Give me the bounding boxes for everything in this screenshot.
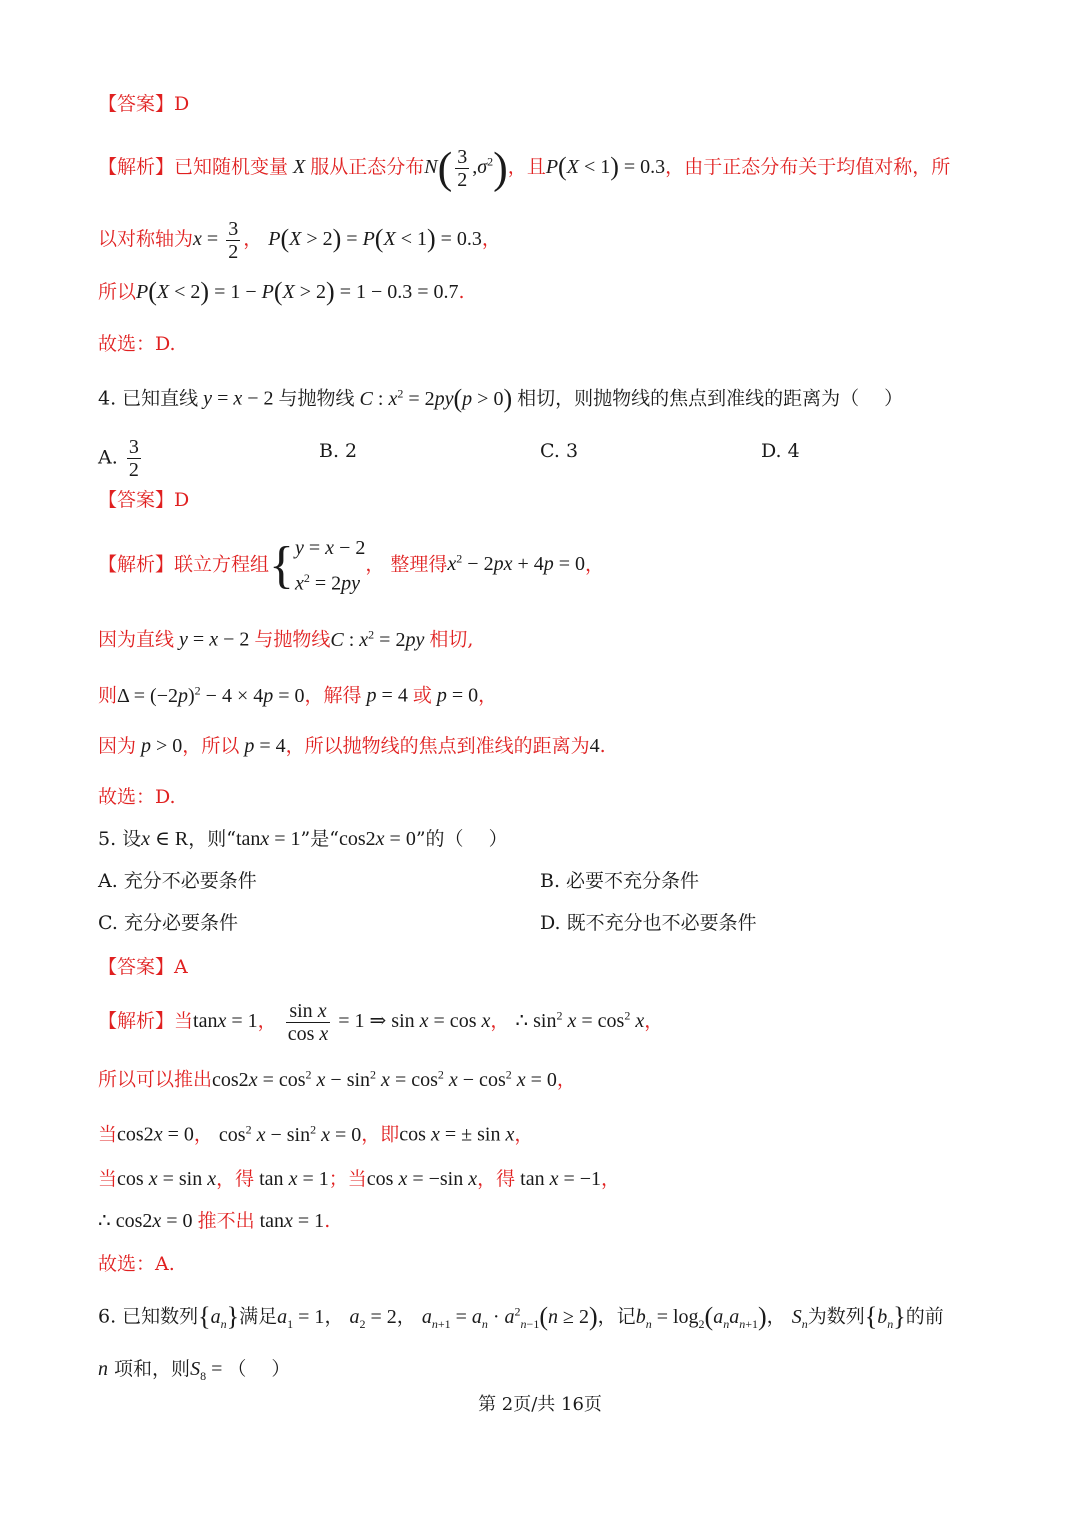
analysis-label: 【解析】	[98, 156, 175, 179]
option-4a: A. $\frac{3}{2}$	[98, 436, 139, 481]
analysis-q4-line3: 则$\Delta = (-2p)^2 - 4 \times 4p = 0$，解得 p = 4 或 p = 0，	[98, 683, 498, 707]
analysis-q5-line5: ∴ cos2x = 0 推不出 tanx = 1.	[98, 1210, 331, 1232]
analysis-label: 【解析】	[98, 1010, 175, 1033]
analysis-q4-line4: 因为 p > 0，所以 p = 4，所以抛物线的焦点到准线的距离为4.	[98, 735, 606, 757]
analysis-q4-line2: 因为直线 y = x − 2 与抛物线C : $x^2 = 2py$ 相切,	[98, 627, 474, 651]
choose-q5: 故选：A.	[98, 1253, 175, 1275]
choose-q3: 故选：D.	[98, 333, 176, 355]
question-6-line1: 6. 已知数列$\{a_n\}$满足$a_1 = 1$， $a_2 = 2$， $a_{n+1} = a_n \cdot a^2_{n-1}(n \ge 2)$，记$b_n = \log_2(a_na_{n+1})$， $S_n$为数列$\{b_n\}$的前	[98, 1301, 944, 1331]
page-footer: 第 2页/共 16页	[478, 1394, 602, 1415]
answer-label: 【答案】	[98, 93, 175, 115]
analysis-q5-line3: 当cos2x = 0， $\cos^2 x - \sin^2 x = 0$，即cos x = ± sin x，	[98, 1122, 534, 1146]
answer-q5	[98, 952, 188, 982]
analysis-q4-line1: 【解析】联立方程组{ y = x − 2 $x^2 = 2py$ ， 整理得$x^2 - 2px + 4p = 0$，	[98, 536, 605, 595]
question-6-line2: n 项和，则$S_8$ = （ ）	[98, 1358, 291, 1383]
answer-q3	[98, 89, 189, 119]
option-4d: D. 4	[761, 440, 800, 462]
option-5b: B. 必要不充分条件	[540, 870, 700, 892]
analysis-q5-line1: 【解析】当tanx = 1， $\frac{\text{sin x}}{\text{cos x}}$ = 1 ⇒ sin x = cos x， ∴ $\sin^2 x = \cos^2 x$，	[98, 1000, 664, 1045]
analysis-label: 【解析】	[98, 553, 175, 576]
analysis-q3-line2: 以对称轴为x = $\frac{3}{2}$ ， P(X > 2) = P(X < 1) = 0.3，	[98, 218, 501, 263]
option-5a: A. 充分不必要条件	[98, 870, 257, 892]
question-5: 5. 设x ∈ R，则“tanx = 1”是“cos2x = 0”的（ ）	[98, 828, 508, 850]
option-4b: B. 2	[319, 440, 358, 462]
answer-label: 【答案】	[98, 956, 175, 978]
analysis-q3-line1: 【解析】已知随机变量 X 服从正态分布N( $\frac{3}{2}$ $,\sigma^2$)，且P(X < 1) = 0.3，由于正态分布关于均值对称，所	[98, 143, 951, 193]
answer-value: D	[174, 93, 190, 115]
option-4c: C. 3	[540, 440, 579, 462]
answer-q4	[98, 485, 189, 515]
answer-value: A	[174, 956, 188, 978]
analysis-q3-line3: 所以P(X < 2) = 1 − P(X > 2) = 1 − 0.3 = 0.7.	[98, 277, 465, 306]
choose-q4: 故选：D.	[98, 786, 176, 808]
analysis-q5-line2: 所以可以推出$\cos 2x = \cos^2 x - \sin^2 x = \cos^2 x - \cos^2 x = 0$，	[98, 1067, 576, 1091]
question-4: 4. 已知直线 y = x − 2 与抛物线 C : $x^2 = 2py(p > 0)$ 相切，则抛物线的焦点到准线的距离为（ ）	[98, 383, 904, 413]
answer-value: D	[174, 489, 190, 511]
analysis-q5-line4: 当cos x = sin x，得 tan x = 1；当cos x = −sin x，得 tan x = −1，	[98, 1168, 621, 1190]
option-5c: C. 充分必要条件	[98, 912, 238, 934]
option-5d: D. 既不充分也不必要条件	[540, 912, 757, 934]
answer-label: 【答案】	[98, 489, 175, 511]
